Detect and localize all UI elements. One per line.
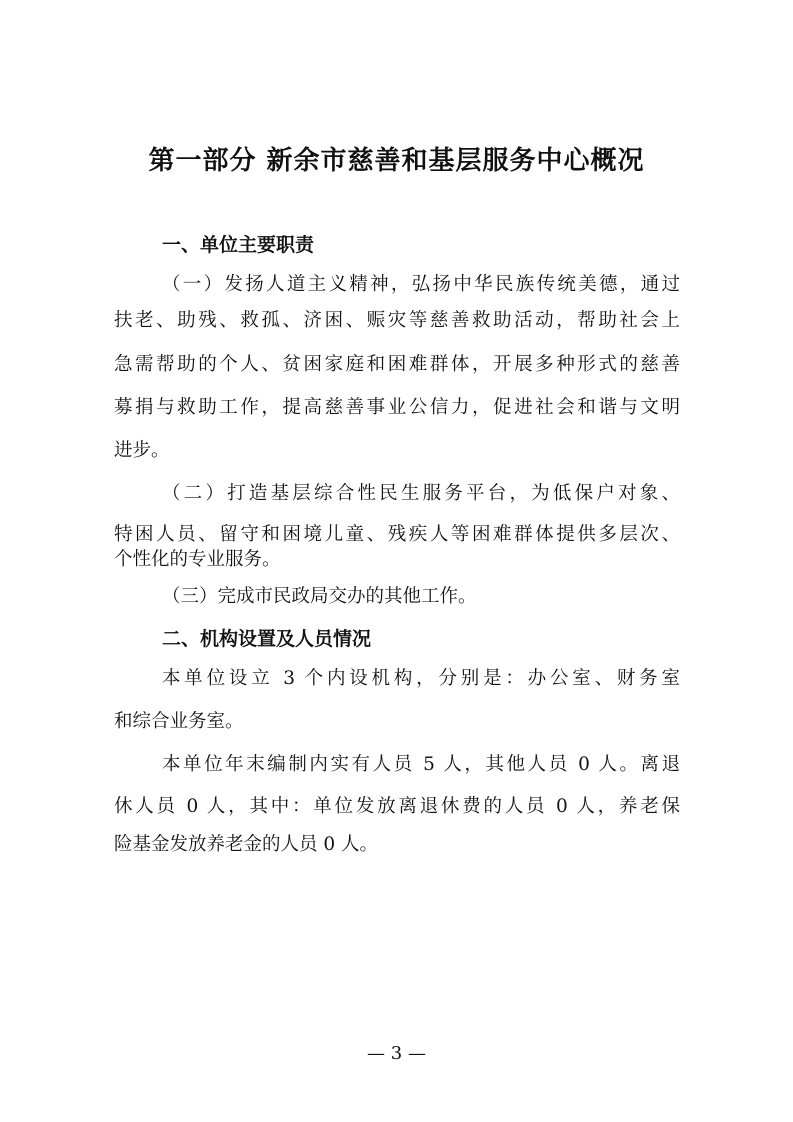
paragraph-line: 进步。 bbox=[114, 440, 170, 461]
paragraph-line: （一）发扬人道主义精神，弘扬中华民族传统美德，通过 bbox=[162, 274, 680, 295]
paragraph-line: 本单位年末编制内实有人员 5 人，其他人员 0 人。离退 bbox=[162, 754, 680, 775]
paragraph-line: （二）打造基层综合性民生服务平台，为低保户对象、 bbox=[162, 483, 680, 504]
section-heading-duties: 一、单位主要职责 bbox=[162, 234, 315, 256]
paragraph-line: 休人员 0 人，其中：单位发放离退休费的人员 0 人，养老保 bbox=[114, 796, 680, 817]
paragraph-line: 扶老、助残、救孤、济困、赈灾等慈善救助活动，帮助社会上 bbox=[114, 310, 680, 331]
paragraph-line: 募捐与救助工作，提高慈善事业公信力，促进社会和谐与文明 bbox=[114, 397, 680, 418]
paragraph-line: 本单位设立 3 个内设机构，分别是：办公室、财务室 bbox=[162, 668, 680, 689]
paragraph-line: 和综合业务室。 bbox=[114, 711, 244, 732]
page-number: — 3 — bbox=[367, 1043, 426, 1064]
section-heading-organization: 二、机构设置及人员情况 bbox=[162, 628, 372, 650]
page-title: 第一部分 新余市慈善和基层服务中心概况 bbox=[148, 146, 645, 176]
paragraph-line: 个性化的专业服务。 bbox=[114, 549, 281, 570]
paragraph-line: 险基金发放养老金的人员 0 人。 bbox=[114, 834, 379, 855]
paragraph-line: （三）完成市民政局交办的其他工作。 bbox=[162, 586, 477, 607]
paragraph-line: 急需帮助的个人、贫困家庭和困难群体，开展多种形式的慈善 bbox=[114, 354, 680, 375]
paragraph-line: 特困人员、留守和困境儿童、残疾人等困难群体提供多层次、 bbox=[114, 524, 680, 545]
